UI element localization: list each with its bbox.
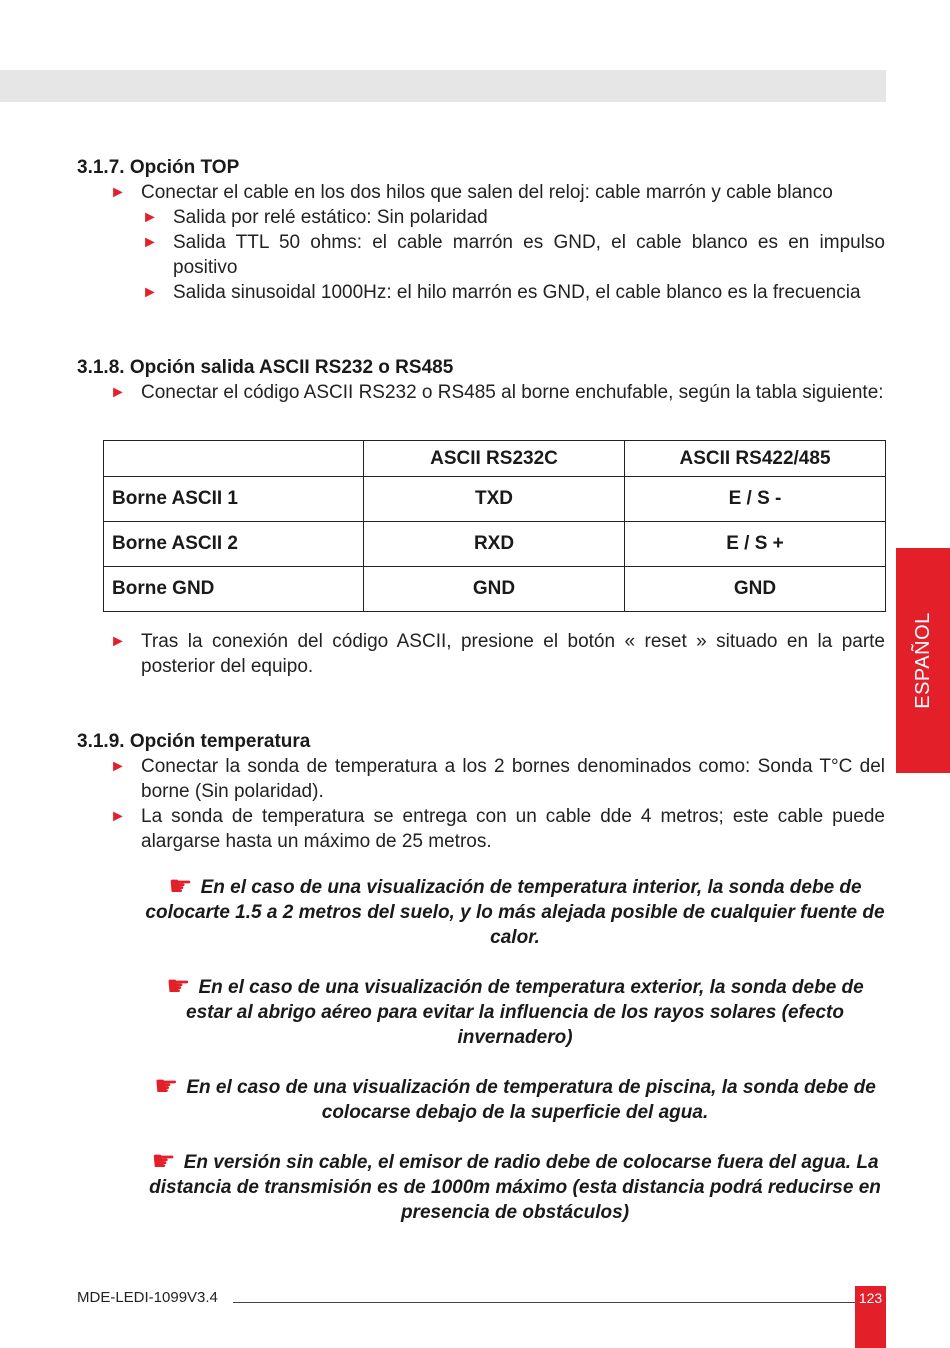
pointing-hand-icon: ☛ [151, 1146, 176, 1176]
table-cell: Borne ASCII 2 [104, 522, 364, 567]
pointing-hand-icon: ☛ [168, 871, 193, 901]
red-triangle-arrow-icon: ► [110, 384, 126, 401]
table-header-cell [104, 441, 364, 477]
section-title-ascii: 3.1.8. Opción salida ASCII RS232 o RS485 [77, 357, 454, 378]
list-item: ► Salida sinusoidal 1000Hz: el hilo marrón es GND, el cable blanco es la frecuencia [142, 282, 861, 303]
pointing-hand-icon: ☛ [154, 1071, 179, 1101]
note-pool: ☛ En el caso de una visualización de temperatura de piscina, la sonda debe de colocarse debajo de la superficie del agua. [154, 1071, 876, 1123]
table-cell: Borne ASCII 1 [104, 477, 364, 522]
language-tab [896, 548, 950, 773]
red-triangle-arrow-icon: ► [110, 633, 126, 650]
table-row [104, 477, 886, 522]
note-exterior: ☛ En el caso de una visualización de temperatura exterior, la sonda debe de estar al abrigo aéreo para evitar la influencia de los rayos solares (efecto invernadero) [166, 971, 864, 1048]
red-triangle-arrow-icon: ► [142, 234, 158, 251]
table-cell: Borne GND [104, 567, 364, 612]
table-cell: E / S + [625, 522, 886, 567]
page-number: 123 [858, 1290, 883, 1306]
section-title-temperature: 3.1.9. Opción temperatura [77, 731, 311, 752]
table-cell: TXD [364, 477, 625, 522]
list-item: ► Salida TTL 50 ohms: el cable marrón es GND, el cable blanco es en impulso positivo [142, 232, 885, 278]
list-item: ► Conectar el cable en los dos hilos que salen del reloj: cable marrón y cable blanco [110, 182, 833, 203]
ascii-wiring-table [103, 440, 886, 612]
list-item: ► Conectar la sonda de temperatura a los 2 bornes denominados como: Sonda T°C del borne (Sin polaridad). [110, 756, 885, 802]
table-cell: GND [364, 567, 625, 612]
table-header-cell: ASCII RS422/485 [625, 441, 886, 477]
red-triangle-arrow-icon: ► [110, 758, 126, 775]
table-row [104, 567, 886, 612]
red-triangle-arrow-icon: ► [142, 209, 158, 226]
note-wireless: ☛ En versión sin cable, el emisor de radio debe de colocarse fuera del agua. La distancia de transmisión es de 1000m máximo (esta distancia podrá reducirse en presencia de obstáculos) [149, 1146, 881, 1223]
pointing-hand-icon: ☛ [166, 971, 191, 1001]
table-header-row [104, 441, 886, 477]
page-number-box [855, 1286, 886, 1348]
list-item: ► Salida por relé estático: Sin polaridad [142, 207, 488, 228]
table-cell: E / S - [625, 477, 886, 522]
red-triangle-arrow-icon: ► [110, 808, 126, 825]
language-tab-label: ESPAÑOL [911, 612, 934, 709]
list-item: ► Conectar el código ASCII RS232 o RS485 al borne enchufable, según la tabla siguiente: [110, 382, 884, 403]
header-band [0, 70, 886, 102]
list-item: ► La sonda de temperatura se entrega con un cable dde 4 metros; este cable puede alargarse hasta un máximo de 25 metros. [110, 806, 885, 852]
red-triangle-arrow-icon: ► [110, 184, 126, 201]
document-code: MDE-LEDI-1099V3.4 [77, 1289, 218, 1306]
footer-divider [233, 1302, 855, 1303]
section-title-top: 3.1.7. Opción TOP [77, 157, 240, 178]
red-triangle-arrow-icon: ► [142, 284, 158, 301]
table-cell: GND [625, 567, 886, 612]
table-cell: RXD [364, 522, 625, 567]
table-row [104, 522, 886, 567]
table-header-cell: ASCII RS232C [364, 441, 625, 477]
note-interior: ☛ En el caso de una visualización de temperatura interior, la sonda debe de colocarte 1.5 a 2 metros del suelo, y lo más alejada posible de cualquier fuente de calor. [145, 871, 885, 948]
list-item: ► Tras la conexión del código ASCII, presione el botón « reset » situado en la parte posterior del equipo. [110, 631, 885, 677]
